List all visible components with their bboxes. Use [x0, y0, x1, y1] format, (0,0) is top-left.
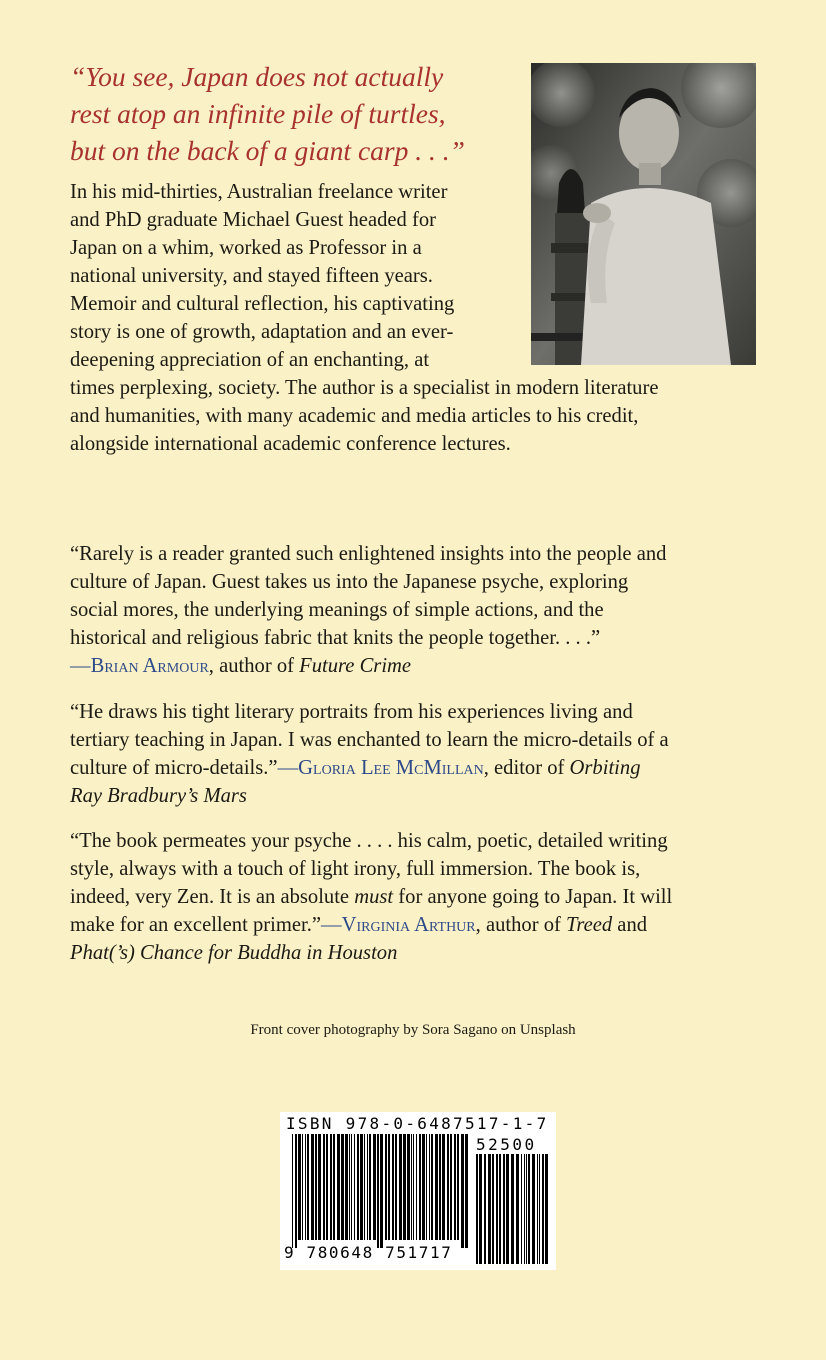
barcode-bar — [380, 1134, 383, 1248]
attribution-dash: — — [321, 914, 342, 936]
review-line — [70, 883, 770, 911]
barcode-bar — [377, 1134, 379, 1248]
review-attribution — [70, 652, 770, 680]
review-armour — [70, 540, 770, 680]
barcode-bar — [333, 1134, 335, 1240]
pull-quote-line: “You see, Japan does not actually — [70, 61, 444, 92]
ean-digits: 9 780648 751717 — [284, 1243, 453, 1262]
review-line — [70, 782, 770, 810]
barcode-bar — [292, 1134, 293, 1248]
bio-line: story is one of growth, adaptation and an ever- — [70, 321, 454, 343]
barcode-addon-bar — [537, 1154, 538, 1264]
pull-quote-line: rest atop an infinite pile of turtles, — [70, 98, 446, 129]
review-line — [70, 754, 770, 782]
barcode-bar — [429, 1134, 430, 1240]
barcode-addon-bar — [492, 1154, 494, 1264]
barcode-bar — [454, 1134, 456, 1240]
barcode-bar — [351, 1134, 352, 1240]
bio-line: deepening appreciation of an enchanting, at — [70, 349, 430, 371]
barcode-bar — [416, 1134, 417, 1240]
barcode-addon-bar — [524, 1154, 525, 1264]
barcode-bar — [330, 1134, 332, 1240]
barcode-bar — [369, 1134, 371, 1240]
barcode-bar — [419, 1134, 421, 1240]
review-emphasis: must — [354, 886, 394, 908]
barcode-bar — [426, 1134, 427, 1240]
barcode-bar — [307, 1134, 309, 1240]
barcode-bar — [315, 1134, 317, 1240]
barcode-bar — [403, 1134, 406, 1240]
attribution-book-title: Ray Bradbury’s Mars — [70, 785, 247, 807]
barcode-addon-bar — [496, 1154, 498, 1264]
barcode-addon-bar — [539, 1154, 540, 1264]
bio-line: alongside international academic conference lectures. — [70, 433, 511, 455]
barcode-bar — [407, 1134, 410, 1240]
barcode-bar — [457, 1134, 459, 1240]
review-mcmillan — [70, 698, 770, 810]
barcode-addon-bar — [528, 1154, 530, 1264]
barcode-bar — [388, 1134, 390, 1240]
barcode-addon-bar — [521, 1154, 522, 1264]
barcode-bar — [373, 1134, 376, 1240]
bio-line: Memoir and cultural reflection, his captivating — [70, 293, 455, 315]
barcode-bar — [364, 1134, 365, 1240]
barcode-bar — [354, 1134, 355, 1240]
barcode-bar — [395, 1134, 397, 1240]
barcode-addon-bar — [532, 1154, 535, 1264]
barcode-bar — [298, 1134, 301, 1240]
attribution-role: , author of — [208, 655, 300, 677]
barcode-bar — [392, 1134, 394, 1240]
barcode-bar — [345, 1134, 348, 1240]
barcode-addon-bar — [476, 1154, 478, 1264]
review-line: “He draws his tight literary portraits from his experiences living and — [70, 701, 633, 723]
review-text: make for an excellent primer.” — [70, 914, 322, 936]
review-line: “The book permeates your psyche . . . . his calm, poetic, detailed writing — [70, 830, 668, 852]
photo-credit: Front cover photography by Sora Sagano on Unsplash — [250, 1022, 576, 1038]
review-line: historical and religious fabric that knits the people together. . . .” — [70, 627, 601, 649]
attribution-name: Brian Armour — [90, 655, 209, 677]
barcode-bar — [461, 1134, 464, 1248]
barcode-bar — [318, 1134, 321, 1240]
barcode-bar — [447, 1134, 449, 1240]
attribution-name: Virginia Arthur — [341, 914, 476, 936]
isbn-label: ISBN 978-0-6487517-1-7 — [286, 1114, 549, 1133]
barcode-bar — [385, 1134, 387, 1240]
barcode-bar — [465, 1134, 468, 1248]
attribution-and: and — [612, 914, 648, 936]
barcode-bar — [450, 1134, 452, 1240]
bio-line: times perplexing, society. The author is a specialist in modern literature — [70, 377, 659, 399]
barcode-bar — [295, 1134, 297, 1248]
review-line: “Rarely is a reader granted such enlightened insights into the people and — [70, 543, 667, 565]
barcode-bar — [341, 1134, 344, 1240]
attribution-book-title: Orbiting — [569, 757, 641, 779]
review-text: indeed, very Zen. It is an absolute — [70, 886, 355, 908]
barcode-addon-bar — [526, 1154, 527, 1264]
barcode-bar — [439, 1134, 441, 1240]
barcode-bar — [323, 1134, 325, 1240]
review-line: social mores, the underlying meanings of simple actions, and the — [70, 599, 604, 621]
barcode-bar — [431, 1134, 433, 1240]
barcode-addon-bar — [503, 1154, 505, 1264]
bio-line: and PhD graduate Michael Guest headed for — [70, 209, 436, 231]
review-line — [70, 911, 770, 939]
barcode-addon-bar — [542, 1154, 544, 1264]
barcode-addon-bar — [516, 1154, 519, 1264]
barcode-bar — [367, 1134, 368, 1240]
pull-quote — [70, 58, 510, 169]
barcode-bar — [311, 1134, 314, 1240]
attribution-book-title: Phat(’s) Chance for Buddha in Houston — [70, 942, 398, 964]
author-bio — [70, 178, 770, 458]
attribution-book-title: Future Crime — [299, 655, 412, 677]
bio-line: In his mid-thirties, Australian freelance writer — [70, 181, 448, 203]
attribution-name: Gloria Lee McMillan — [298, 757, 484, 779]
barcode-bar — [360, 1134, 363, 1240]
review-line — [70, 939, 770, 967]
barcode-bar — [435, 1134, 438, 1240]
barcode-bar — [357, 1134, 359, 1240]
barcode-addon-bar — [484, 1154, 486, 1264]
barcode-addon-bar — [488, 1154, 491, 1264]
attribution-book-title: Treed — [566, 914, 613, 936]
barcode-bar — [413, 1134, 414, 1240]
barcode-bar — [349, 1134, 350, 1240]
barcode-bar — [305, 1134, 306, 1240]
barcode-bar — [442, 1134, 445, 1240]
barcode-bar — [326, 1134, 328, 1240]
barcode-addon-bar — [506, 1154, 509, 1264]
barcode-bar — [399, 1134, 402, 1240]
review-line: culture of Japan. Guest takes us into the Japanese psyche, exploring — [70, 571, 629, 593]
barcode-bar — [302, 1134, 303, 1240]
barcode-addon-bar — [479, 1154, 482, 1264]
bio-line: Japan on a whim, worked as Professor in a — [70, 237, 422, 259]
pull-quote-line: but on the back of a giant carp . . .” — [70, 135, 465, 166]
attribution-dash: — — [277, 757, 299, 779]
attribution-role: , author of — [475, 914, 566, 936]
barcode-addon-bar — [499, 1154, 501, 1264]
review-arthur — [70, 827, 770, 967]
barcode-addon-bar — [511, 1154, 514, 1264]
bio-line: and humanities, with many academic and media articles to his credit, — [70, 405, 639, 427]
price-code: 52500 — [476, 1135, 537, 1154]
barcode-bar — [337, 1134, 340, 1240]
barcode-bar — [411, 1134, 412, 1240]
review-text: for anyone going to Japan. It will — [393, 886, 673, 908]
attribution-dash: — — [70, 655, 91, 677]
review-line: tertiary teaching in Japan. I was enchanted to learn the micro-details of a — [70, 729, 669, 751]
barcode-addon-bar — [545, 1154, 548, 1264]
barcode-bar — [422, 1134, 425, 1240]
attribution-role: , editor of — [483, 757, 570, 779]
bio-line: national university, and stayed fifteen years. — [70, 265, 433, 287]
review-text: culture of micro-details.” — [70, 757, 278, 779]
review-line: style, always with a touch of light irony, full immersion. The book is, — [70, 858, 641, 880]
